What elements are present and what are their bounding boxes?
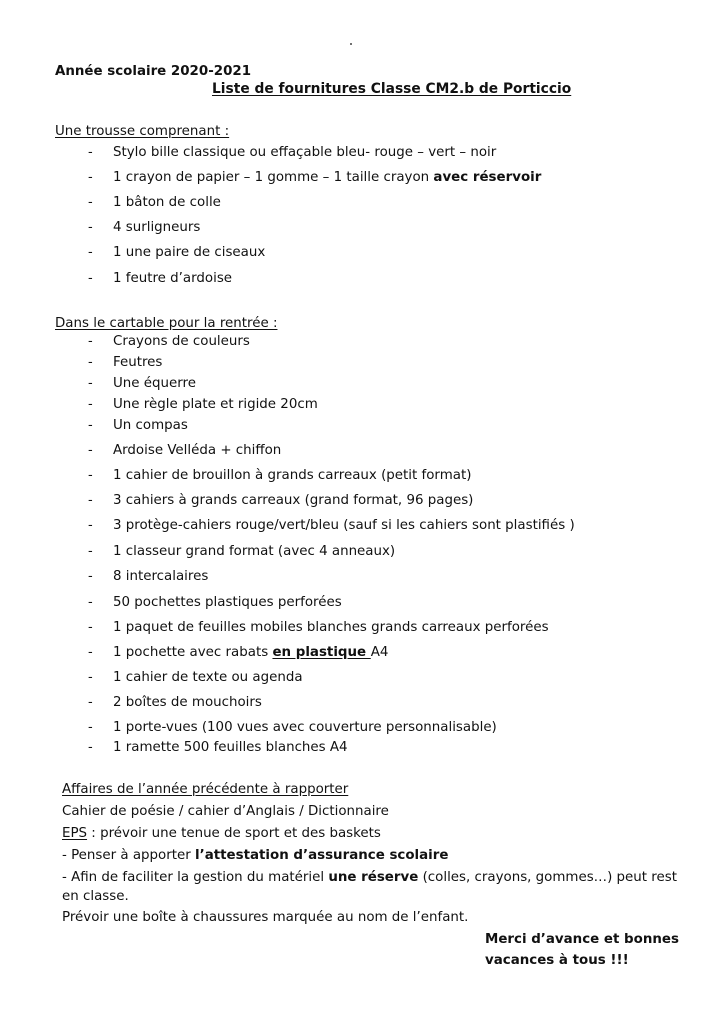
bullet-dash: - bbox=[88, 544, 93, 559]
list-item bbox=[113, 740, 348, 756]
trousse-heading: Une trousse comprenant : bbox=[55, 124, 230, 139]
bullet-dash: - bbox=[88, 443, 93, 458]
eps-line bbox=[62, 826, 381, 842]
bullet-dash: - bbox=[88, 195, 93, 210]
insurance-line bbox=[62, 848, 448, 864]
list-item bbox=[113, 518, 575, 534]
list-item-emphasis: avec réservoir bbox=[433, 170, 542, 185]
list-item-text: 2 boîtes de mouchoirs bbox=[113, 695, 262, 710]
list-item-text: 1 ramette 500 feuilles blanches A4 bbox=[113, 740, 348, 755]
list-item-text: 1 feutre d’ardoise bbox=[113, 271, 233, 286]
reserve-line-2: en classe. bbox=[62, 889, 129, 904]
closing-line-2: vacances à tous !!! bbox=[485, 953, 629, 968]
list-item bbox=[113, 271, 232, 287]
list-item-text: 1 pochette avec rabats bbox=[113, 645, 273, 660]
list-item bbox=[113, 376, 196, 392]
list-item bbox=[113, 245, 265, 261]
list-item bbox=[113, 418, 188, 434]
list-item-text: 1 paquet de feuilles mobiles blanches grands carreaux perforées bbox=[113, 620, 549, 635]
list-item-text: Une équerre bbox=[113, 376, 196, 391]
list-item-suffix: A4 bbox=[370, 645, 389, 660]
list-item bbox=[113, 170, 541, 186]
reserve-text: - Afin de faciliter la gestion du matériel bbox=[62, 870, 329, 885]
bullet-dash: - bbox=[88, 220, 93, 235]
bullet-dash: - bbox=[88, 271, 93, 286]
list-item-text: Feutres bbox=[113, 355, 163, 370]
list-item bbox=[113, 620, 549, 636]
previous-heading: Affaires de l’année précédente à rapporter bbox=[62, 782, 349, 797]
bullet-dash: - bbox=[88, 518, 93, 533]
list-item bbox=[113, 645, 388, 661]
closing-line-1: Merci d’avance et bonnes bbox=[485, 932, 679, 947]
list-item bbox=[113, 220, 200, 236]
list-item bbox=[113, 695, 262, 711]
list-item-text: 1 cahier de texte ou agenda bbox=[113, 670, 303, 685]
scan-speck bbox=[350, 43, 352, 45]
bullet-dash: - bbox=[88, 740, 93, 755]
previous-items-line: Cahier de poésie / cahier d’Anglais / Dictionnaire bbox=[62, 804, 389, 819]
bullet-dash: - bbox=[88, 468, 93, 483]
reserve-text-end: (colles, crayons, gommes…) peut rest bbox=[418, 870, 677, 885]
list-item bbox=[113, 569, 208, 585]
school-year: Année scolaire 2020-2021 bbox=[55, 64, 252, 79]
bullet-dash: - bbox=[88, 670, 93, 685]
list-item bbox=[113, 397, 318, 413]
shoebox-line: Prévoir une boîte à chaussures marquée au nom de l’enfant. bbox=[62, 910, 469, 925]
list-item bbox=[113, 468, 471, 484]
bullet-dash: - bbox=[88, 620, 93, 635]
bullet-dash: - bbox=[88, 569, 93, 584]
bullet-dash: - bbox=[88, 493, 93, 508]
list-item-text: Crayons de couleurs bbox=[113, 334, 250, 349]
list-item-text: Stylo bille classique ou effaçable bleu- rouge – vert – noir bbox=[113, 145, 497, 160]
bullet-dash: - bbox=[88, 695, 93, 710]
list-item-text: Ardoise Velléda + chiffon bbox=[113, 443, 282, 458]
bullet-dash: - bbox=[88, 645, 93, 660]
list-item bbox=[113, 670, 303, 686]
list-item bbox=[113, 443, 281, 459]
bullet-dash: - bbox=[88, 334, 93, 349]
bullet-dash: - bbox=[88, 355, 93, 370]
list-item bbox=[113, 355, 162, 371]
reserve-line bbox=[62, 870, 677, 886]
list-item bbox=[113, 334, 250, 350]
bullet-dash: - bbox=[88, 145, 93, 160]
cartable-heading: Dans le cartable pour la rentrée : bbox=[55, 316, 278, 331]
page-title: Liste de fournitures Classe CM2.b de Porticcio bbox=[212, 81, 572, 97]
bullet-dash: - bbox=[88, 720, 93, 735]
list-item-text: 1 cahier de brouillon à grands carreaux (petit format) bbox=[113, 468, 472, 483]
bullet-dash: - bbox=[88, 376, 93, 391]
bullet-dash: - bbox=[88, 397, 93, 412]
list-item-text: 1 crayon de papier – 1 gomme – 1 taille crayon bbox=[113, 170, 434, 185]
bullet-dash: - bbox=[88, 245, 93, 260]
eps-text: : prévoir une tenue de sport et des baskets bbox=[87, 826, 381, 841]
bullet-dash: - bbox=[88, 595, 93, 610]
list-item bbox=[113, 544, 395, 560]
bullet-dash: - bbox=[88, 418, 93, 433]
bullet-dash: - bbox=[88, 170, 93, 185]
list-item bbox=[113, 195, 221, 211]
list-item-text: 1 bâton de colle bbox=[113, 195, 221, 210]
eps-label: EPS bbox=[62, 826, 88, 841]
list-item-text: Une règle plate et rigide 20cm bbox=[113, 397, 318, 412]
list-item-text: 3 protège-cahiers rouge/vert/bleu (sauf si les cahiers sont plastifiés ) bbox=[113, 518, 575, 533]
list-item-text: 1 classeur grand format (avec 4 anneaux) bbox=[113, 544, 396, 559]
reserve-bold: une réserve bbox=[328, 870, 419, 885]
list-item bbox=[113, 595, 342, 611]
list-item bbox=[113, 720, 497, 736]
list-item-emphasis: en plastique bbox=[272, 645, 371, 660]
list-item-text: 4 surligneurs bbox=[113, 220, 201, 235]
insurance-bold: l’attestation d’assurance scolaire bbox=[195, 848, 449, 863]
list-item-text: Un compas bbox=[113, 418, 188, 433]
list-item-text: 50 pochettes plastiques perforées bbox=[113, 595, 342, 610]
list-item bbox=[113, 493, 473, 509]
list-item bbox=[113, 145, 496, 161]
list-item-text: 3 cahiers à grands carreaux (grand format, 96 pages) bbox=[113, 493, 474, 508]
list-item-text: 8 intercalaires bbox=[113, 569, 209, 584]
list-item-text: 1 porte-vues (100 vues avec couverture personnalisable) bbox=[113, 720, 497, 735]
insurance-text: - Penser à apporter bbox=[62, 848, 196, 863]
list-item-text: 1 une paire de ciseaux bbox=[113, 245, 266, 260]
